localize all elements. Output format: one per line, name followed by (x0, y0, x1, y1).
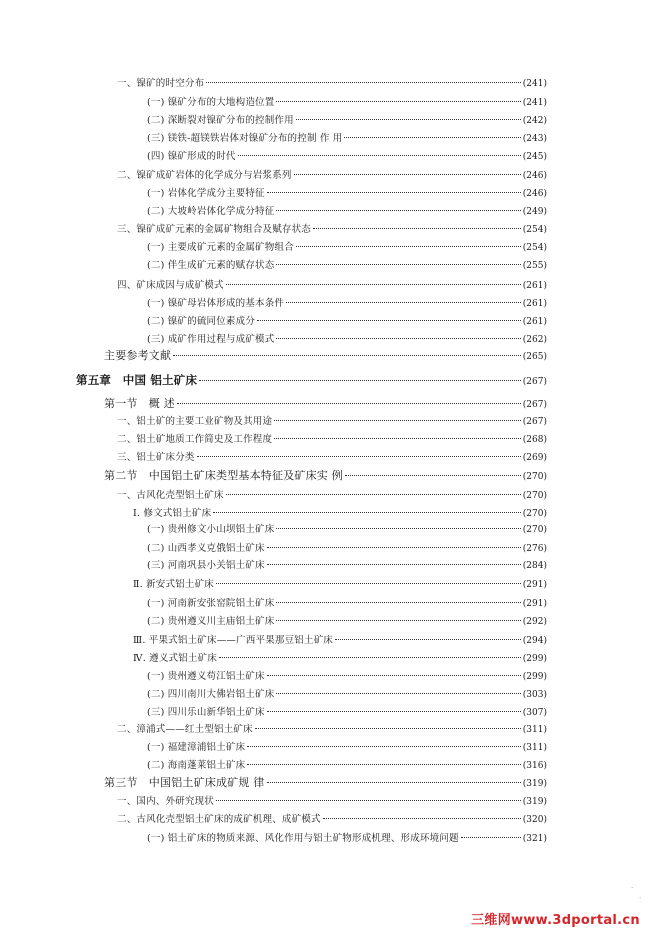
toc-entry (117, 794, 547, 810)
toc-entry-title: (二) 山西孝义克俄铝土矿床 (147, 543, 265, 554)
dot-leader (276, 602, 520, 603)
toc-entry-page: (270) (522, 472, 547, 482)
dot-leader (267, 782, 521, 783)
toc-entry-title: (一) 河南新安张窑院铝土矿床 (147, 598, 275, 609)
toc-entry-title: 一、铝土矿的主要工业矿物及其用途 (117, 416, 273, 427)
toc-entry (147, 669, 547, 685)
toc-entry-page: (267) (522, 377, 547, 387)
toc-entry-page: (245) (522, 152, 547, 162)
toc-entry-page: (316) (522, 761, 547, 771)
toc-entry (147, 740, 547, 756)
toc-entry (117, 222, 547, 238)
toc-entry-page: (270) (522, 525, 547, 535)
scan-speck: · (639, 894, 642, 902)
dot-leader (274, 438, 521, 439)
dot-leader (296, 119, 521, 120)
toc-entry (147, 541, 547, 557)
toc-entry (147, 522, 547, 538)
toc-entry-title: (三) 河南巩县小关铝土矿床 (147, 560, 265, 571)
dot-leader (276, 528, 520, 529)
toc-entry-page: (242) (522, 116, 547, 126)
toc-entry-title: (一) 主要成矿元素的金属矿物组合 (147, 242, 294, 253)
toc-entry-page: (270) (522, 491, 547, 501)
dot-leader (276, 210, 520, 211)
dot-leader (257, 320, 521, 321)
toc-entry-title: (一) 岩体化学成分主要特征 (147, 188, 265, 199)
dot-leader (274, 420, 521, 421)
toc-entry-title: 第二节 中国铝土矿床类型基本特征及矿床实 例 (104, 469, 343, 482)
dot-leader (247, 746, 520, 747)
toc-entry-page: (299) (522, 672, 547, 682)
toc-entry (117, 812, 547, 828)
toc-entry (76, 372, 547, 388)
toc-entry (147, 258, 547, 274)
toc-entry (147, 705, 547, 721)
dot-leader (219, 657, 521, 658)
toc-entry-title: Ⅳ. 遵义式铝土矿床 (133, 653, 218, 664)
dot-leader (213, 512, 521, 513)
toc-entry-page: (261) (522, 281, 547, 291)
toc-entry (147, 204, 547, 220)
toc-entry-page: (246) (522, 189, 547, 199)
toc-entry-title: (一) 贵州遵义苟江铝土矿床 (147, 671, 265, 682)
toc-entry (147, 149, 547, 165)
dot-leader (461, 837, 521, 838)
dot-leader (199, 380, 521, 381)
dot-leader (255, 728, 521, 729)
toc-entry-title: (一) 福建漳浦铝土矿床 (147, 742, 246, 753)
toc-entry-title: (三) 镁铁-超镁铁岩体对镍矿分布的控制 作 用 (147, 133, 343, 144)
dot-leader (247, 764, 520, 765)
toc-entry-title: 第一节 概 述 (104, 397, 175, 410)
dot-leader (197, 456, 521, 457)
toc-entry-title: 主要参考文献 (104, 349, 172, 362)
toc-entry-title: 一、镍矿的时空分布 (117, 78, 205, 89)
toc-entry (147, 95, 547, 111)
toc-entry (117, 76, 547, 92)
toc-entry-page: (265) (522, 352, 547, 362)
dot-leader (267, 547, 521, 548)
toc-entry (147, 614, 547, 630)
toc-entry (147, 687, 547, 703)
toc-entry-title: (二) 镍矿的硫同位素成分 (147, 316, 256, 327)
scan-speck: · (631, 884, 634, 892)
toc-entry-page: (294) (522, 636, 547, 646)
toc-entry (117, 722, 547, 738)
toc-entry (104, 348, 547, 364)
dot-leader (267, 675, 521, 676)
toc-entry-page: (267) (522, 417, 547, 427)
dot-leader (276, 620, 520, 621)
toc-entry-title: 三、铝土矿床分类 (117, 452, 195, 463)
dot-leader (276, 693, 520, 694)
toc-entry-page: (254) (522, 225, 547, 235)
toc-entry (133, 633, 547, 649)
dot-leader (313, 228, 521, 229)
toc-entry-page: (319) (522, 779, 547, 789)
toc-entry-page: (291) (522, 599, 547, 609)
toc-entry-page: (311) (522, 743, 547, 753)
toc-entry-title: Ⅲ. 平果式铝土矿床——广西平果那豆铝土矿床 (133, 635, 334, 646)
dot-leader (276, 264, 520, 265)
toc-entry-page: (303) (522, 690, 547, 700)
toc-entry-title: 四、矿床成因与成矿模式 (117, 280, 224, 291)
dot-leader (173, 355, 521, 356)
dot-leader (216, 800, 521, 801)
toc-entry-title: (二) 深断裂对镍矿分布的控制作用 (147, 115, 294, 126)
toc-entry (117, 278, 547, 294)
dot-leader (276, 338, 520, 339)
toc-entry-title: (二) 贵州遵义川主庙铝土矿床 (147, 616, 275, 627)
toc-entry-page: (246) (522, 171, 547, 181)
toc-entry (147, 558, 547, 574)
toc-entry (147, 186, 547, 202)
toc-entry-page: (311) (522, 725, 547, 735)
dot-leader (267, 192, 521, 193)
toc-entry-title: (二) 海南蓬莱铝土矿床 (147, 760, 246, 771)
dot-leader (345, 475, 521, 476)
toc-entry (117, 168, 547, 184)
toc-entry-page: (291) (522, 580, 547, 590)
toc-entry-title: 三、镍矿成矿元素的金属矿物组合及赋存状态 (117, 224, 312, 235)
toc-entry (147, 596, 547, 612)
toc-entry (104, 775, 547, 791)
dot-leader (267, 711, 521, 712)
toc-entry-page: (269) (522, 453, 547, 463)
toc-entry-title: 二、镍矿成矿岩体的化学成分与岩浆系列 (117, 170, 292, 181)
toc-entry (147, 113, 547, 129)
toc-entry-page: (319) (522, 797, 547, 807)
toc-entry (147, 758, 547, 774)
dot-leader (276, 101, 520, 102)
toc-entry-page: (254) (522, 243, 547, 253)
toc-entry-page: (243) (522, 134, 547, 144)
toc-entry (147, 131, 547, 147)
toc-entry (147, 240, 547, 256)
toc-entry-title: Ⅱ. 新安式铝土矿床 (133, 579, 214, 590)
toc-entry-page: (270) (522, 509, 547, 519)
toc-entry-page: (292) (522, 617, 547, 627)
toc-entry (147, 332, 547, 348)
toc-entry-page: (262) (522, 335, 547, 345)
toc-entry-title: (一) 镍矿母岩体形成的基本条件 (147, 298, 285, 309)
toc-entry-title: 第三节 中国铝土矿床成矿规 律 (104, 776, 265, 789)
toc-entry-title: (一) 铝土矿床的物质来源、风化作用与铝土矿物形成机理、形成环境问题 (147, 833, 459, 844)
dot-leader (294, 174, 521, 175)
dot-leader (226, 284, 521, 285)
dot-leader (206, 82, 520, 83)
toc-entry-page: (276) (522, 544, 547, 554)
toc-entry-title: Ⅰ. 修文式铝土矿床 (133, 508, 212, 519)
toc-entry (133, 506, 547, 522)
toc-entry-title: (一) 镍矿分布的大地构造位置 (147, 97, 275, 108)
toc-entry (117, 414, 547, 430)
toc-entry (147, 831, 547, 847)
dot-leader (267, 564, 521, 565)
toc-entry-page: (261) (522, 317, 547, 327)
toc-entry (117, 450, 547, 466)
toc-entry-title: 一、古风化壳型铝土矿床 (117, 490, 224, 501)
toc-entry-page: (321) (522, 834, 547, 844)
toc-entry-title: 二、铝土矿地质工作简史及工作程度 (117, 434, 273, 445)
toc-entry-title: (三) 成矿作用过程与成矿模式 (147, 334, 275, 345)
toc-entry (133, 577, 547, 593)
toc-entry-page: (320) (522, 815, 547, 825)
toc-entry-title: (四) 镍矿形成的时代 (147, 151, 236, 162)
dot-leader (286, 302, 521, 303)
toc-entry (117, 432, 547, 448)
dot-leader (335, 639, 521, 640)
toc-entry-title: (二) 四川南川大佛岩铝土矿床 (147, 689, 275, 700)
dot-leader (344, 137, 520, 138)
toc-entry (133, 651, 547, 667)
toc-entry-title: (二) 伴生成矿元素的赋存状态 (147, 260, 275, 271)
toc-entry-title: (一) 贵州修文小山坝铝土矿床 (147, 524, 275, 535)
toc-entry (104, 396, 547, 412)
toc-entry-page: (261) (522, 299, 547, 309)
toc-entry-page: (267) (522, 400, 547, 410)
dot-leader (296, 246, 521, 247)
site-watermark: 三维网www.3dportal.cn (471, 913, 640, 928)
toc-entry-page: (307) (522, 708, 547, 718)
toc-entry (147, 296, 547, 312)
dot-leader (323, 818, 521, 819)
toc-entry-title: 一、国内、外研究现状 (117, 796, 215, 807)
toc-entry-page: (268) (522, 435, 547, 445)
toc-entry-page: (284) (522, 561, 547, 571)
toc-entry-title: 二、古风化壳型铝土矿床的成矿机理、成矿模式 (117, 814, 321, 825)
toc-entry-title: 第五章 中国 铝土矿床 (76, 373, 198, 387)
toc-entry-title: (三) 四川乐山新华铝土矿床 (147, 707, 265, 718)
toc-entry (117, 488, 547, 504)
toc-entry-page: (249) (522, 207, 547, 217)
toc-entry-title: 二、漳浦式——红土型铝土矿床 (117, 724, 253, 735)
toc-entry-title: (二) 大坡岭岩体化学成分特征 (147, 206, 275, 217)
toc-entry-page: (255) (522, 261, 547, 271)
dot-leader (177, 403, 521, 404)
toc-entry (104, 468, 547, 484)
dot-leader (238, 155, 521, 156)
toc-entry-page: (241) (522, 79, 547, 89)
dot-leader (226, 494, 521, 495)
toc-entry-page: (241) (522, 98, 547, 108)
toc-entry-page: (299) (522, 654, 547, 664)
dot-leader (216, 583, 521, 584)
toc-entry (147, 314, 547, 330)
